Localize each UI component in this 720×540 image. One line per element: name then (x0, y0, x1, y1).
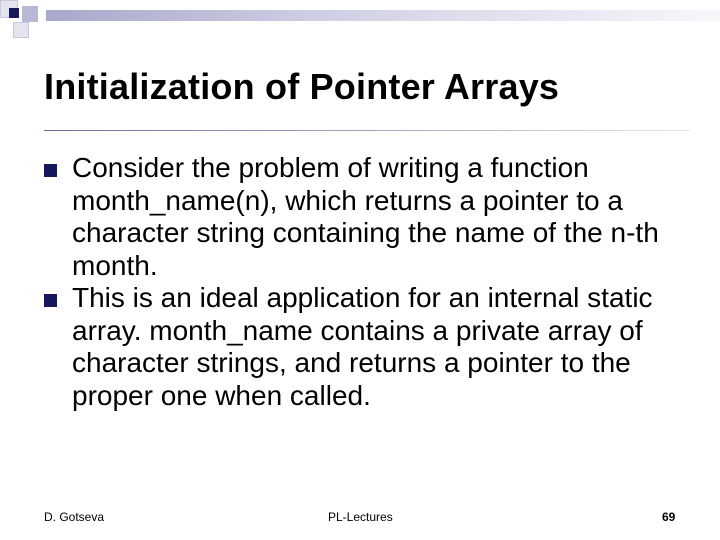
bullet-square-icon (44, 294, 57, 307)
footer-course: PL-Lectures (328, 510, 393, 524)
bullet-text: This is an ideal application for an internal static array. month_name contains a private array of character strings, and returns a pointer to the proper one when called. (72, 282, 653, 411)
bullet-text: Consider the problem of writing a function month_name(n), which returns a pointer to a character string containing the name of the n-th month. (72, 152, 659, 281)
corner-square-decoration (9, 8, 19, 18)
bullet-item (44, 152, 694, 282)
bullet-list (44, 152, 694, 412)
bullet-item (44, 282, 674, 412)
bullet-square-icon (44, 164, 57, 177)
page-number: 69 (662, 510, 676, 524)
header-band (46, 10, 720, 21)
corner-square-decoration (22, 6, 38, 22)
footer-author: D. Gotseva (44, 510, 105, 524)
corner-square-decoration (13, 22, 29, 38)
title-divider (44, 130, 690, 131)
slide-title: Initialization of Pointer Arrays (44, 66, 560, 107)
